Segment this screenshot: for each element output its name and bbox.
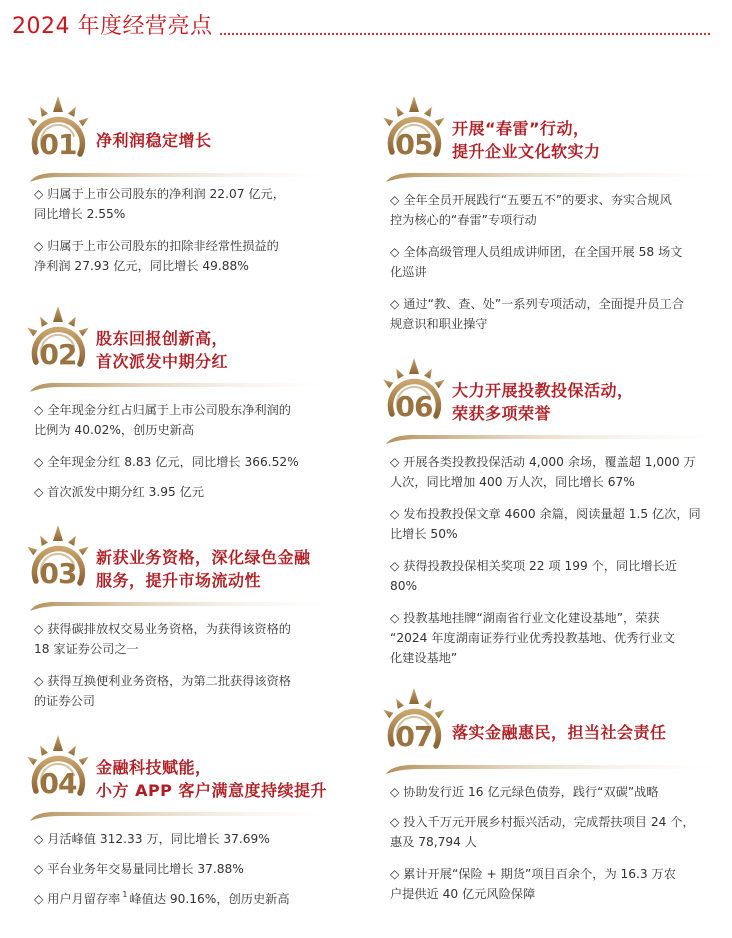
section-07 <box>368 684 728 934</box>
section-number: 06 <box>395 390 433 423</box>
list-item <box>34 400 299 440</box>
list-item <box>34 452 299 472</box>
list-item <box>34 619 291 659</box>
list-item <box>390 864 695 904</box>
item-text: 峰值达 90.16%，创历史新高 <box>129 892 290 906</box>
item-line: 惠及 78,794 人 <box>390 835 477 849</box>
item-line: 规意识和职业操守 <box>390 317 488 331</box>
section-title-line: 金融科技赋能， <box>96 758 212 777</box>
list-item <box>390 812 695 852</box>
item-line: 控为核心的“春雷”专项行动 <box>390 213 537 227</box>
section-01 <box>12 92 362 292</box>
section-item-list <box>34 400 299 514</box>
footnote-marker: 1 <box>122 890 128 899</box>
list-item <box>390 782 695 802</box>
item-line: ◇ 归属于上市公司股东的扣除非经常性损益的 <box>34 239 279 253</box>
section-number: 04 <box>39 767 77 800</box>
item-line: ◇ 投教基地挂牌“湖南省行业文化建设基地”，荣获 <box>390 611 660 625</box>
list-item <box>390 608 701 668</box>
section-title <box>96 756 327 802</box>
section-title <box>96 327 228 373</box>
section-title-line: 净利润稳定增长 <box>96 131 212 150</box>
section-gradient-rule <box>30 170 330 182</box>
item-text: ◇ 用户月留存率 <box>34 892 121 906</box>
item-line: 同比增长 2.55% <box>34 207 126 221</box>
section-title-line: 首次派发中期分红 <box>96 352 229 371</box>
section-gradient-rule <box>386 170 716 182</box>
item-line: ◇ 平台业务年交易量同比增长 37.88% <box>34 862 244 876</box>
item-line: ◇ 归属于上市公司股东的净利润 22.07 亿元， <box>34 187 285 201</box>
list-item <box>34 859 290 879</box>
list-item <box>34 829 290 849</box>
item-line: ◇ 开展各类投教投保活动 4,000 余场，覆盖超 1,000 万 <box>390 455 696 469</box>
section-title <box>96 546 311 592</box>
list-item <box>390 294 684 334</box>
section-title <box>452 379 634 425</box>
section-number: 03 <box>39 557 77 590</box>
list-item <box>390 452 701 492</box>
item-line: 的证券公司 <box>34 694 95 708</box>
item-line: 户提供近 40 亿元风险保障 <box>390 887 536 901</box>
item-line: ◇ 全年全员开展践行“五要五不”的要求、夯实合规风 <box>390 193 672 207</box>
section-title-line: 小方 APP 客户满意度持续提升 <box>96 781 327 800</box>
section-title-line: 新获业务资格，深化绿色金融 <box>96 548 311 567</box>
section-item-list <box>34 829 290 923</box>
section-title-line: 提升企业文化软实力 <box>452 142 601 161</box>
section-title <box>96 129 212 152</box>
section-number: 02 <box>39 338 77 371</box>
item-line: 净利润 27.93 亿元，同比增长 49.88% <box>34 259 249 273</box>
section-item-list <box>34 184 285 288</box>
section-gradient-rule <box>386 432 716 444</box>
list-item <box>390 190 684 230</box>
item-line <box>34 889 290 911</box>
section-title <box>452 721 667 744</box>
item-line: 人次，同比增加 400 万人次，同比增长 67% <box>390 475 635 489</box>
list-item <box>34 889 290 911</box>
section-05 <box>368 92 728 332</box>
item-line: ◇ 全体高级管理人员组成讲师团，在全国开展 58 场文 <box>390 245 683 259</box>
list-item <box>390 242 684 282</box>
section-04 <box>12 731 362 931</box>
section-item-list <box>390 782 695 916</box>
section-gradient-rule <box>30 599 330 611</box>
item-line: 80% <box>390 579 418 593</box>
item-line: ◇ 月活峰值 312.33 万，同比增长 37.69% <box>34 832 270 846</box>
section-title-line: 大力开展投教投保活动， <box>452 381 634 400</box>
item-line: ◇ 投入千万元开展乡村振兴活动，完成帮扶项目 24 个， <box>390 815 695 829</box>
item-line: 比增长 50% <box>390 527 458 541</box>
item-line: ◇ 累计开展“保险 + 期货”项目百余个，为 16.3 万农 <box>390 867 676 881</box>
list-item <box>34 482 299 502</box>
item-line: ◇ 获得碳排放权交易业务资格，为获得该资格的 <box>34 622 291 636</box>
item-line: ◇ 全年现金分红 8.83 亿元，同比增长 366.52% <box>34 455 299 469</box>
item-line: ◇ 协助发行近 16 亿元绿色债券，践行“双碳”战略 <box>390 785 659 799</box>
item-line: ◇ 获得互换便利业务资格，为第二批获得该资格 <box>34 674 291 688</box>
item-line: ◇ 全年现金分红占归属于上市公司股东净利润的 <box>34 403 291 417</box>
section-gradient-rule <box>30 809 330 821</box>
list-item <box>390 504 701 544</box>
list-item <box>390 556 701 596</box>
list-item <box>34 184 285 224</box>
section-title-line: 服务，提升市场流动性 <box>96 571 262 590</box>
item-line: ◇ 获得投教投保相关奖项 22 项 199 个，同比增长近 <box>390 559 677 573</box>
list-item <box>34 236 285 276</box>
section-number: 07 <box>395 720 433 753</box>
section-title-line: 开展“春雷”行动， <box>452 119 590 138</box>
section-03 <box>12 521 362 721</box>
section-title-line: 荣获多项荣誉 <box>452 404 552 423</box>
list-item <box>34 671 291 711</box>
item-line: 18 家证券公司之一 <box>34 642 139 656</box>
section-title <box>452 117 601 163</box>
section-title-line: 股东回报创新高， <box>96 329 229 348</box>
section-title-line: 落实金融惠民，担当社会责任 <box>452 723 667 742</box>
section-number: 01 <box>39 128 77 161</box>
item-line: 化建设基地” <box>390 651 458 665</box>
section-gradient-rule <box>30 380 330 392</box>
item-line: ◇ 通过“教、查、处”一系列专项活动，全面提升员工合 <box>390 297 684 311</box>
section-02 <box>12 302 362 512</box>
section-gradient-rule <box>386 762 716 774</box>
page-title: 2024 年度经营亮点 <box>12 14 213 39</box>
item-line: 比例为 40.02%，创历史新高 <box>34 423 195 437</box>
section-item-list <box>34 619 291 723</box>
section-number: 05 <box>395 128 433 161</box>
item-line: ◇ 发布投教投保文章 4600 余篇，阅读量超 1.5 亿次，同 <box>390 507 701 521</box>
section-item-list <box>390 190 684 346</box>
item-line: ◇ 首次派发中期分红 3.95 亿元 <box>34 485 205 499</box>
title-dotted-rule <box>220 33 710 35</box>
section-item-list <box>390 452 701 680</box>
item-line: “2024 年度湖南证券行业优秀投教基地、优秀行业文 <box>390 631 675 645</box>
item-line: 化巡讲 <box>390 265 427 279</box>
section-06 <box>368 354 728 674</box>
